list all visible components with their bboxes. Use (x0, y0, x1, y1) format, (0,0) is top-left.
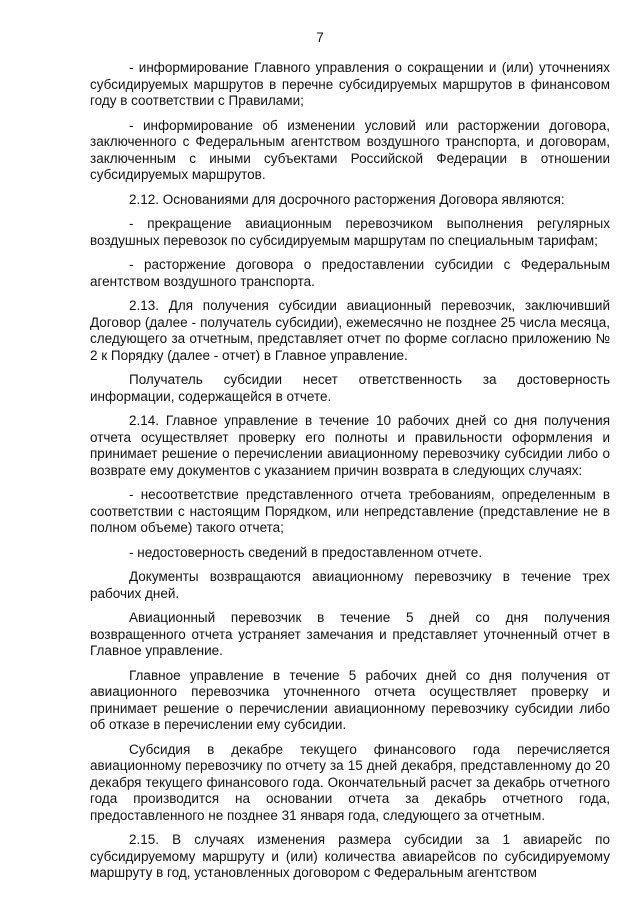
paragraph: Авиационный перевозчик в течение 5 дней со дня получения возвращенного отчета устраняет замечания и представляет уточненный отчет в Главное управление. (90, 610, 610, 658)
document-body (90, 60, 610, 890)
paragraph: - прекращение авиационным перевозчиком выполнения регулярных воздушных перевозок по субсидируемым маршрутам по специальным тарифам; (90, 216, 610, 248)
paragraph: - информирование об изменении условий или расторжении договора, заключенного с Федеральным агентством воздушного транспорта, и договорам, заключенным с иными субъектами Российской Федерации в отношении субсидируемых маршрутов. (90, 117, 610, 182)
page-number: 7 (316, 30, 324, 45)
paragraph: 2.15. В случаях изменения размера субсидии за 1 авиарейс по субсидируемому маршруту и (или) количества авиарейсов по субсидируемому маршруту в год, установленных договором с Федеральным агентством (90, 832, 610, 880)
paragraph: - информирование Главного управления о сокращении и (или) уточнениях субсидируемых маршрутов в перечне субсидируемых маршрутов в финансовом году в соответствии с Правилами; (90, 60, 610, 108)
paragraph: Получатель субсидии несет ответственность за достоверность информации, содержащейся в отчете. (90, 372, 610, 404)
paragraph: 2.14. Главное управление в течение 10 рабочих дней со дня получения отчета осуществляет проверку его полноты и правильности оформления и принимает решение о перечислении авиационному перевозчику субсидии либо о возврате ему документов с указанием причин возврата в следующих случаях: (90, 413, 610, 478)
paragraph: 2.12. Основаниями для досрочного расторжения Договора являются: (129, 191, 565, 207)
paragraph: Документы возвращаются авиационному перевозчику в течение трех рабочих дней. (90, 569, 610, 601)
paragraph: 2.13. Для получения субсидии авиационный перевозчик, заключивший Договор (далее - получатель субсидии), ежемесячно не позднее 25 числа месяца, следующего за отчетным, представляет отчет по форме согласно приложению № 2 к Порядку (далее - отчет) в Главное управление. (90, 298, 610, 363)
paragraph: - недостоверность сведений в предоставленном отчете. (129, 544, 483, 560)
paragraph: - несоответствие представленного отчета требованиям, определенным в соответствии с настоящим Порядком, или непредставление (представление не в полном объеме) такого отчета; (90, 487, 610, 535)
paragraph: Субсидия в декабре текущего финансового года перечисляется авиационному перевозчику по отчету за 15 дней декабря, представленному до 20 декабря текущего финансового года. Окончательный расчет за декабрь отчетного года производится на основании отчета за декабрь отчетного года, предоставленного не позднее 31 января года, следующего за отчетным. (90, 741, 610, 823)
paragraph: Главное управление в течение 5 рабочих дней со дня получения от авиационного перевозчика уточненного отчета осуществляет проверку и принимает решение о перечислении авиационному перевозчику субсидии либо об отказе в перечислении ему субсидии. (90, 667, 610, 732)
paragraph: - расторжение договора о предоставлении субсидии с Федеральным агентством воздушного транспорта. (90, 257, 610, 289)
